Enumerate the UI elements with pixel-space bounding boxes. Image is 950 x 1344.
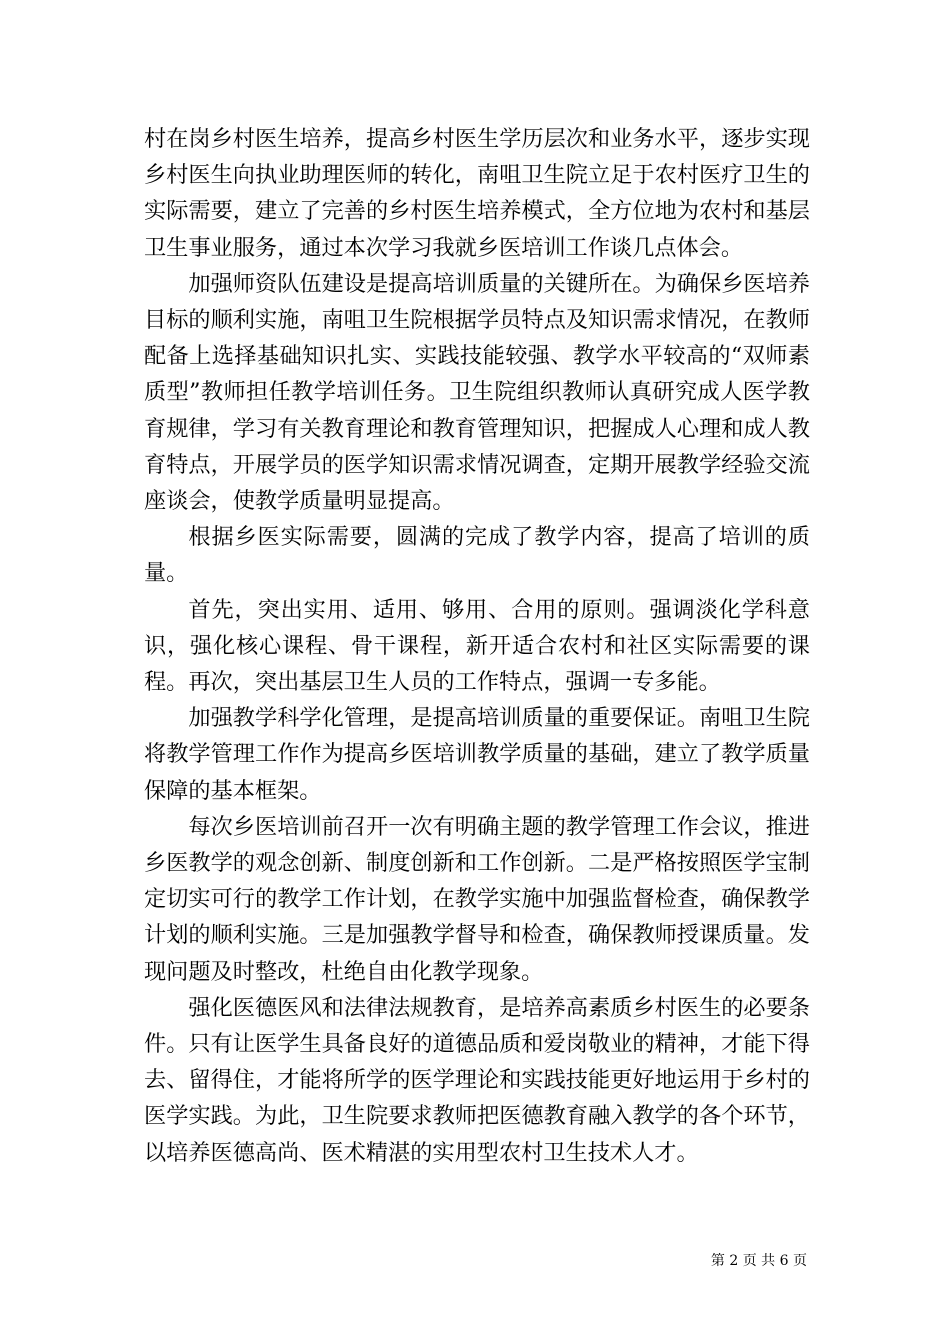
paragraph-2: 加强师资队伍建设是提高培训质量的关键所在。为确保乡医培养目标的顺利实施，南咀卫生院根据学员特点及知识需求情况，在教师配备上选择基础知识扎实、实践技能较强、教学水平较高的“双师素质型”教师担任教学培训任务。卫生院组织教师认真研究成人医学教育规律，学习有关教育理论和教育管理知识，把握成人心理和成人教育特点，开展学员的医学知识需求情况调查，定期开展教学经验交流座谈会，使教学质量明显提高。 — [144, 270, 810, 515]
page-number: 第 2 页 共 6 页 — [710, 1253, 807, 1269]
paragraph-1: 村在岗乡村医生培养，提高乡村医生学历层次和业务水平，逐步实现乡村医生向执业助理医师的转化，南咀卫生院立足于农村医疗卫生的实际需要，建立了完善的乡村医生培养模式，全方位地为农村和基层卫生事业服务，通过本次学习我就乡医培训工作谈几点体会。 — [144, 126, 810, 261]
paragraph-6: 每次乡医培训前召开一次有明确主题的教学管理工作会议，推进乡医教学的观念创新、制度创新和工作创新。二是严格按照医学宝制定切实可行的教学工作计划，在教学实施中加强监督检查，确保教学计划的顺利实施。三是加强教学督导和检查，确保教师授课质量。发现问题及时整改，杜绝自由化教学现象。 — [144, 813, 810, 985]
paragraph-4: 首先，突出实用、适用、够用、合用的原则。强调淡化学科意识，强化核心课程、骨干课程，新开适合农村和社区实际需要的课程。再次，突出基层卫生人员的工作特点，强调一专多能。 — [144, 596, 810, 696]
document-body — [144, 121, 810, 1171]
paragraph-5: 加强教学科学化管理，是提高培训质量的重要保证。南咀卫生院将教学管理工作作为提高乡医培训教学质量的基础，建立了教学质量保障的基本框架。 — [144, 705, 810, 804]
paragraph-3: 根据乡医实际需要，圆满的完成了教学内容，提高了培训的质量。 — [144, 524, 810, 587]
paragraph-7: 强化医德医风和法律法规教育，是培养高素质乡村医生的必要条件。只有让医学生具备良好的道德品质和爱岗敬业的精神，才能下得去、留得住，才能将所学的医学理论和实践技能更好地运用于乡村的医学实践。为此，卫生院要求教师把医德教育融入教学的各个环节，以培养医德高尚、医术精湛的实用型农村卫生技术人才。 — [144, 994, 810, 1166]
